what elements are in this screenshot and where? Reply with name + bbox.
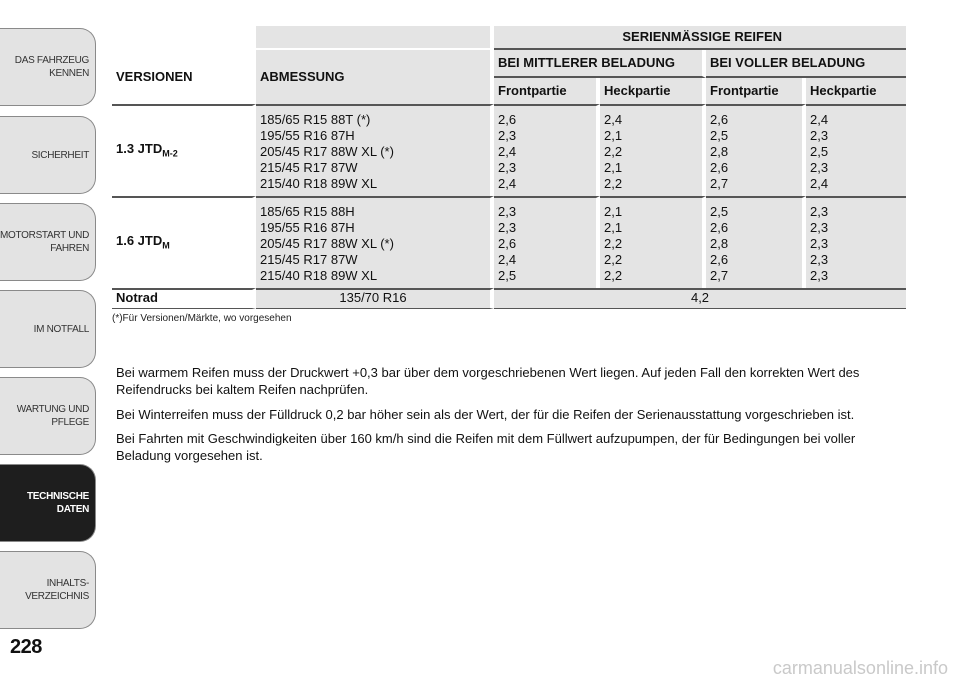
table-footnote: (*)Für Versionen/Märkte, wo vorgesehen: [112, 313, 292, 324]
dimension-cell: 185/65 R15 88H 195/55 R16 87H 205/45 R17 88W XL (*) 215/45 R17 87W 215/40 R18 89W XL: [256, 196, 494, 288]
tab-inhaltsverzeichnis[interactable]: INHALTS- VERZEICHNIS: [0, 551, 96, 629]
sub-header-front: Frontpartie: [494, 78, 600, 104]
chapter-sidebar: [0, 0, 100, 640]
tab-das-fahrzeug-kennen[interactable]: DAS FAHRZEUG KENNEN: [0, 28, 96, 106]
table-row: [112, 196, 906, 288]
table-row-notrad: [112, 288, 906, 309]
page-number: 228: [10, 636, 42, 658]
paragraph-high-speed: Bei Fahrten mit Geschwindigkeiten über 160 km/h sind die Reifen mit dem Füllwert aufzupumpen, der für Bedingungen bei voller Beladung vorgesehen ist.: [116, 431, 856, 463]
version-cell: 1.3 $JTD_{M-2}$: [112, 104, 256, 196]
pressure-cell: 2,5 2,6 2,8 2,6 2,7: [706, 196, 806, 288]
tab-technische-daten[interactable]: TECHNISCHE DATEN: [0, 464, 96, 542]
table-row: [112, 104, 906, 196]
sub-header-front: Frontpartie: [706, 78, 806, 104]
version-cell: 1.6 $JTD_M$: [112, 196, 256, 288]
col-header-dimension: ABMESSUNG: [256, 50, 494, 104]
tab-motorstart-und-fahren[interactable]: MOTORSTART UND FAHREN: [0, 203, 96, 281]
pressure-cell: 2,3 2,3 2,3 2,3 2,3: [806, 196, 906, 288]
notrad-label: Notrad: [112, 288, 256, 309]
notrad-pressure: 4,2: [494, 288, 906, 309]
watermark: carmanualsonline.info: [772, 658, 948, 678]
pressure-cell: 2,6 2,3 2,4 2,3 2,4: [494, 104, 600, 196]
col-header-versions: VERSIONEN: [112, 50, 256, 104]
notrad-dimension: 135/70 R16: [256, 288, 494, 309]
dimension-cell: 185/65 R15 88T (*) 195/55 R16 87H 205/45 R17 88W XL (*) 215/45 R17 87W 215/40 R18 89W XL: [256, 104, 494, 196]
pressure-cell: 2,6 2,5 2,8 2,6 2,7: [706, 104, 806, 196]
tab-im-notfall[interactable]: IM NOTFALL: [0, 290, 96, 368]
paragraph-winter-tire: Bei Winterreifen muss der Fülldruck 0,2 bar höher sein als der Wert, der für die Reifen der Serienausstattung vorgeschrieben ist.: [116, 407, 855, 422]
paragraph-warm-tire: Bei warmem Reifen muss der Druckwert +0,3 bar über dem vorgeschriebenen Wert liegen. Auf jeden Fall den korrekten Wert des Reifendrucks bei kaltem Reifen nachprüfen.: [116, 365, 860, 397]
sub-header-rear: Heckpartie: [806, 78, 906, 104]
table-title: SERIENMÄSSIGE REIFEN: [494, 26, 906, 50]
tire-pressure-table: [112, 26, 906, 309]
group-header-full-load: BEI VOLLER BELADUNG: [706, 50, 906, 78]
tire-pressure-table-container: [112, 26, 906, 324]
pressure-cell: 2,1 2,1 2,2 2,2 2,2: [600, 196, 706, 288]
sub-header-rear: Heckpartie: [600, 78, 706, 104]
group-header-medium-load: BEI MITTLERER BELADUNG: [494, 50, 706, 78]
pressure-cell: 2,4 2,3 2,5 2,3 2,4: [806, 104, 906, 196]
pressure-cell: 2,3 2,3 2,6 2,4 2,5: [494, 196, 600, 288]
tab-sicherheit[interactable]: SICHERHEIT: [0, 116, 96, 194]
tab-wartung-und-pflege[interactable]: WARTUNG UND PFLEGE: [0, 377, 96, 455]
pressure-cell: 2,4 2,1 2,2 2,1 2,2: [600, 104, 706, 196]
